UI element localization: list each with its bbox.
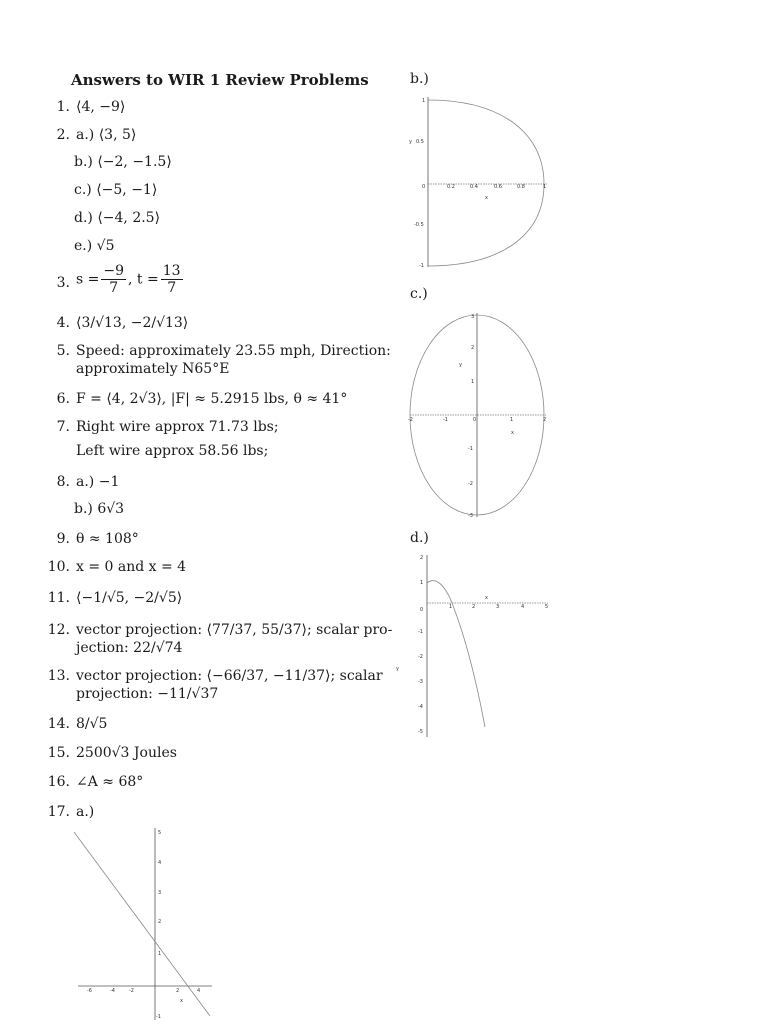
answer-number: 16. xyxy=(47,774,70,790)
panel-label-b: b.) xyxy=(410,71,429,87)
x-tick: 1 xyxy=(449,604,453,610)
x-tick: 2 xyxy=(543,417,547,423)
y-tick: 4 xyxy=(158,860,162,866)
answer-text: ⟨−1/√5, −2/√5⟩ xyxy=(76,590,183,606)
answer-number: 15. xyxy=(47,745,70,761)
answer-number: 7. xyxy=(56,419,70,435)
answer-line-2: Left wire approx 58.56 lbs; xyxy=(76,443,269,459)
y-tick: -1 xyxy=(156,1014,161,1020)
answer-line-2: jection: 22/√74 xyxy=(76,640,183,656)
answer-text: a.) −1 xyxy=(76,474,120,490)
plot-curve xyxy=(427,581,485,727)
t-label: , t = xyxy=(128,271,159,288)
plot-17a-line xyxy=(70,828,215,1020)
plot-line xyxy=(74,832,210,1016)
x-tick: -1 xyxy=(443,417,448,423)
x-tick: 0.6 xyxy=(494,184,502,190)
answer-text: F = ⟨4, 2√3⟩, |F| ≈ 5.2915 lbs, θ ≈ 41° xyxy=(76,391,348,407)
x-tick: 4 xyxy=(197,988,201,994)
answer-text: d.) ⟨−4, 2.5⟩ xyxy=(74,210,161,226)
answer-number: 5. xyxy=(56,343,70,359)
answer-number: 3. xyxy=(56,275,70,291)
answer-text: a.) xyxy=(76,804,95,820)
answer-text: 8/√5 xyxy=(76,716,108,732)
x-tick: 0 xyxy=(473,417,477,423)
x-tick: 1 xyxy=(510,417,514,423)
x-tick: -6 xyxy=(87,988,92,994)
s-label: s = xyxy=(76,271,100,288)
answer-text xyxy=(76,263,185,296)
answer-number: 10. xyxy=(47,559,70,575)
answer-text: ⟨4, −9⟩ xyxy=(76,99,126,115)
x-tick: 5 xyxy=(545,604,549,610)
x-tick: 0.8 xyxy=(517,184,525,190)
x-tick: 4 xyxy=(521,604,525,610)
answer-line-2: approximately N65°E xyxy=(76,361,230,377)
plot-d-parabola xyxy=(396,552,555,740)
x-tick: 0.2 xyxy=(447,184,455,190)
y-tick: -2 xyxy=(418,654,423,660)
y-axis-label: y xyxy=(396,666,399,672)
y-tick: 2 xyxy=(420,555,424,561)
t-numerator: 13 xyxy=(162,263,181,279)
s-numerator: −9 xyxy=(103,263,125,279)
answer-line-2: projection: −11/√37 xyxy=(76,686,219,702)
answer-text: c.) ⟨−5, −1⟩ xyxy=(74,182,158,198)
answer-number: 17. xyxy=(47,804,70,820)
x-tick: -4 xyxy=(110,988,115,994)
answer-text: a.) ⟨3, 5⟩ xyxy=(76,127,137,143)
y-tick: 1 xyxy=(422,98,426,104)
x-tick: 3 xyxy=(496,604,500,610)
x-axis-label: x xyxy=(511,430,514,436)
x-axis-label: x xyxy=(485,595,488,601)
y-tick: 0.5 xyxy=(416,139,424,145)
answer-text: x = 0 and x = 4 xyxy=(76,559,187,575)
y-tick: -3 xyxy=(468,513,473,519)
y-tick: 1 xyxy=(420,580,424,586)
x-tick: 0.4 xyxy=(470,184,478,190)
y-tick: -1 xyxy=(419,263,424,269)
s-denominator: 7 xyxy=(109,280,119,296)
answer-text: ⟨3/√13, −2/√13⟩ xyxy=(76,315,189,331)
y-tick: 1 xyxy=(471,379,475,385)
answer-number: 11. xyxy=(47,590,70,606)
answer-line-1: Speed: approximately 23.55 mph, Direction: xyxy=(76,343,391,359)
y-tick: -2 xyxy=(468,481,473,487)
plot-b-half-ellipse xyxy=(400,92,555,272)
x-tick: 0 xyxy=(422,184,426,190)
answer-number: 1. xyxy=(56,99,70,115)
y-tick: 0 xyxy=(420,607,424,613)
answer-number: 13. xyxy=(47,668,70,684)
plot-c-ellipse xyxy=(400,310,555,520)
page-title: Answers to WIR 1 Review Problems xyxy=(71,71,369,89)
answer-text: 2500√3 Joules xyxy=(76,745,177,761)
y-tick: 3 xyxy=(471,314,475,320)
answer-text: e.) √5 xyxy=(74,238,115,254)
answer-number: 4. xyxy=(56,315,70,331)
y-tick: 1 xyxy=(158,951,162,957)
answer-text: b.) ⟨−2, −1.5⟩ xyxy=(74,154,172,170)
x-tick: -2 xyxy=(129,988,134,994)
y-tick: -1 xyxy=(468,446,473,452)
panel-label-d: d.) xyxy=(410,530,429,546)
x-tick: 1 xyxy=(543,184,547,190)
answer-number: 9. xyxy=(56,531,70,547)
answer-line-1: vector projection: ⟨−66/37, −11/37⟩; scalar xyxy=(76,668,383,684)
y-tick: -3 xyxy=(418,679,423,685)
t-fraction xyxy=(161,263,183,296)
answer-line-1: Right wire approx 71.73 lbs; xyxy=(76,419,279,435)
x-axis-label: x xyxy=(180,998,183,1004)
answer-number: 8. xyxy=(56,474,70,490)
plot-curve xyxy=(428,100,547,266)
answer-text: ∠A ≈ 68° xyxy=(76,774,144,790)
y-tick: -5 xyxy=(418,729,423,735)
y-tick: 5 xyxy=(158,830,162,836)
y-tick: -1 xyxy=(418,629,423,635)
answer-number: 14. xyxy=(47,716,70,732)
t-denominator: 7 xyxy=(167,280,177,296)
s-fraction xyxy=(101,263,126,296)
y-tick: -4 xyxy=(418,704,423,710)
y-tick: -0.5 xyxy=(414,222,424,228)
y-axis-label: y xyxy=(459,362,462,368)
answer-text: b.) 6√3 xyxy=(74,501,125,517)
x-axis-label: x xyxy=(485,195,488,201)
answer-number: 12. xyxy=(47,622,70,638)
answer-line-1: vector projection: ⟨77/37, 55/37⟩; scalar pro- xyxy=(76,622,393,638)
x-tick: -2 xyxy=(408,417,413,423)
x-tick: 2 xyxy=(472,604,476,610)
answer-text: θ ≈ 108° xyxy=(76,531,139,547)
y-tick: 2 xyxy=(158,919,162,925)
answer-number: 2. xyxy=(56,127,70,143)
y-tick: 3 xyxy=(158,890,162,896)
y-axis-label: y xyxy=(409,139,412,145)
x-tick: 2 xyxy=(176,988,180,994)
panel-label-c: c.) xyxy=(410,286,428,302)
y-tick: 2 xyxy=(471,345,475,351)
answer-number: 6. xyxy=(56,391,70,407)
